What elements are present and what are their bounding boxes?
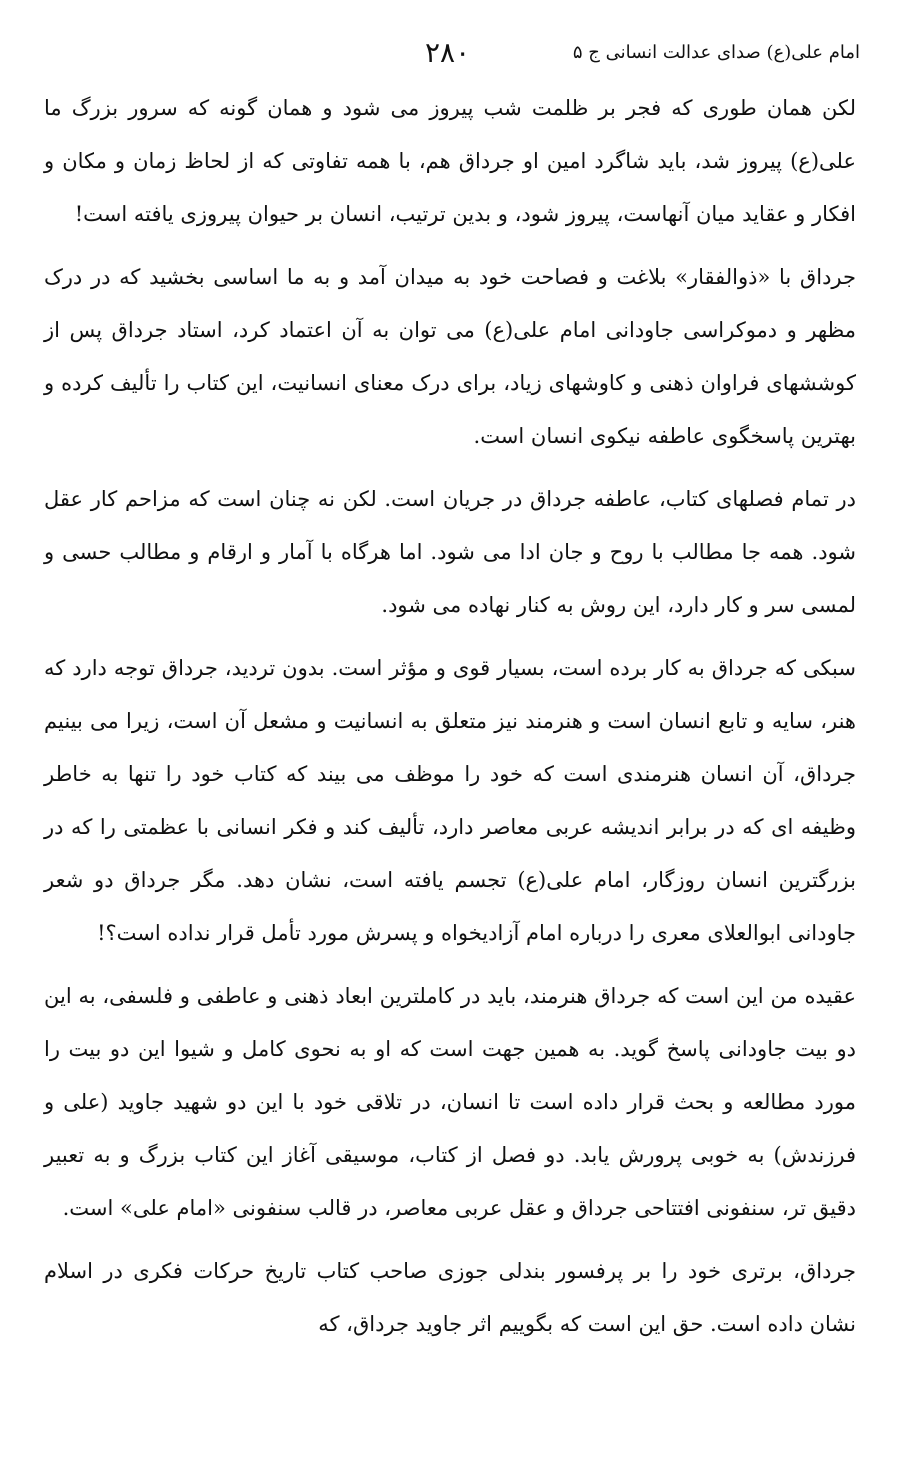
paragraph: جرداق با «ذوالفقار» بلاغت و فصاحت خود به میدان آمد و به ما اساسی بخشید که در درک مظهر و دموکراسی جاودانی امام علی(ع) می توان به آن اعتماد کرد، استاد جرداق پس از کوششهای فراوان ذهنی و کاوشهای زیاد، برای درک معنای انسانیت، این کتاب را تألیف کرده و بهترین پاسخگوی عاطفه نیکوی انسان است. (44, 265, 856, 448)
paragraph: در تمام فصلهای کتاب، عاطفه جرداق در جریان است. لکن نه چنان است که مزاحم کار عقل شود. همه جا مطالب با روح و جان ادا می شود. اما هرگاه با آمار و ارقام و مطالب حسی و لمسی سر و کار دارد، این روش به کنار نهاده می شود. (44, 487, 856, 617)
paragraph: سبکی که جرداق به کار برده است، بسیار قوی و مؤثر است. بدون تردید، جرداق توجه دارد که هنر، سایه و تابع انسان است و هنرمند نیز متعلق به انسانیت و مشعل آن است، زیرا می بینیم جرداق، آن انسان هنرمندی است که خود را موظف می بیند که کتاب خود را تنها به خاطر وظیفه ای که در برابر اندیشه عربی معاصر دارد، تألیف کند و فکر انسانی با عظمتی را که در بزرگترین انسان روزگار، امام علی(ع) تجسم یافته است، نشان دهد. مگر جرداق دو شعر جاودانی ابوالعلای معری را درباره امام آزادیخواه و پسرش مورد تأمل قرار نداده است؟! (44, 656, 856, 945)
paragraph: جرداق، برتری خود را بر پرفسور بندلی جوزی صاحب کتاب تاریخ حرکات فکری در اسلام نشان داده است. حق این است که بگوییم اثر جاوید جرداق، که (44, 1259, 856, 1336)
body-text (44, 82, 856, 1361)
paragraph: عقیده من این است که جرداق هنرمند، باید در کاملترین ابعاد ذهنی و عاطفی و فلسفی، به این دو بیت جاودانی پاسخ گوید. به همین جهت است که او به نحوی کامل و شیوا این دو بیت را مورد مطالعه و بحث قرار داده است تا انسان، در تلاقی خود با این دو شهید جاوید (علی و فرزندش) به خوبی پرورش یابد. دو فصل از کتاب، موسیقی آغاز این کتاب بزرگ و به تعبیر دقیق تر، سنفونی افتتاحی جرداق و عقل عربی معاصر، در قالب سنفونی «امام علی» است. (44, 984, 856, 1220)
page-number: ۲۸۰ (425, 36, 471, 69)
page-header (40, 36, 860, 76)
paragraph: لکن همان طوری که فجر بر ظلمت شب پیروز می شود و همان گونه که سرور بزرگ ما علی(ع) پیروز شد، باید شاگرد امین او جرداق هم، با همه تفاوتی که از لحاظ زمان و مکان و افکار و عقاید میان آنهاست، پیروز شود، و بدین ترتیب، انسان بر حیوان پیروزی یافته است! (44, 96, 856, 226)
running-title: امام علی(ع) صدای عدالت انسانی ج ۵ (572, 42, 860, 63)
